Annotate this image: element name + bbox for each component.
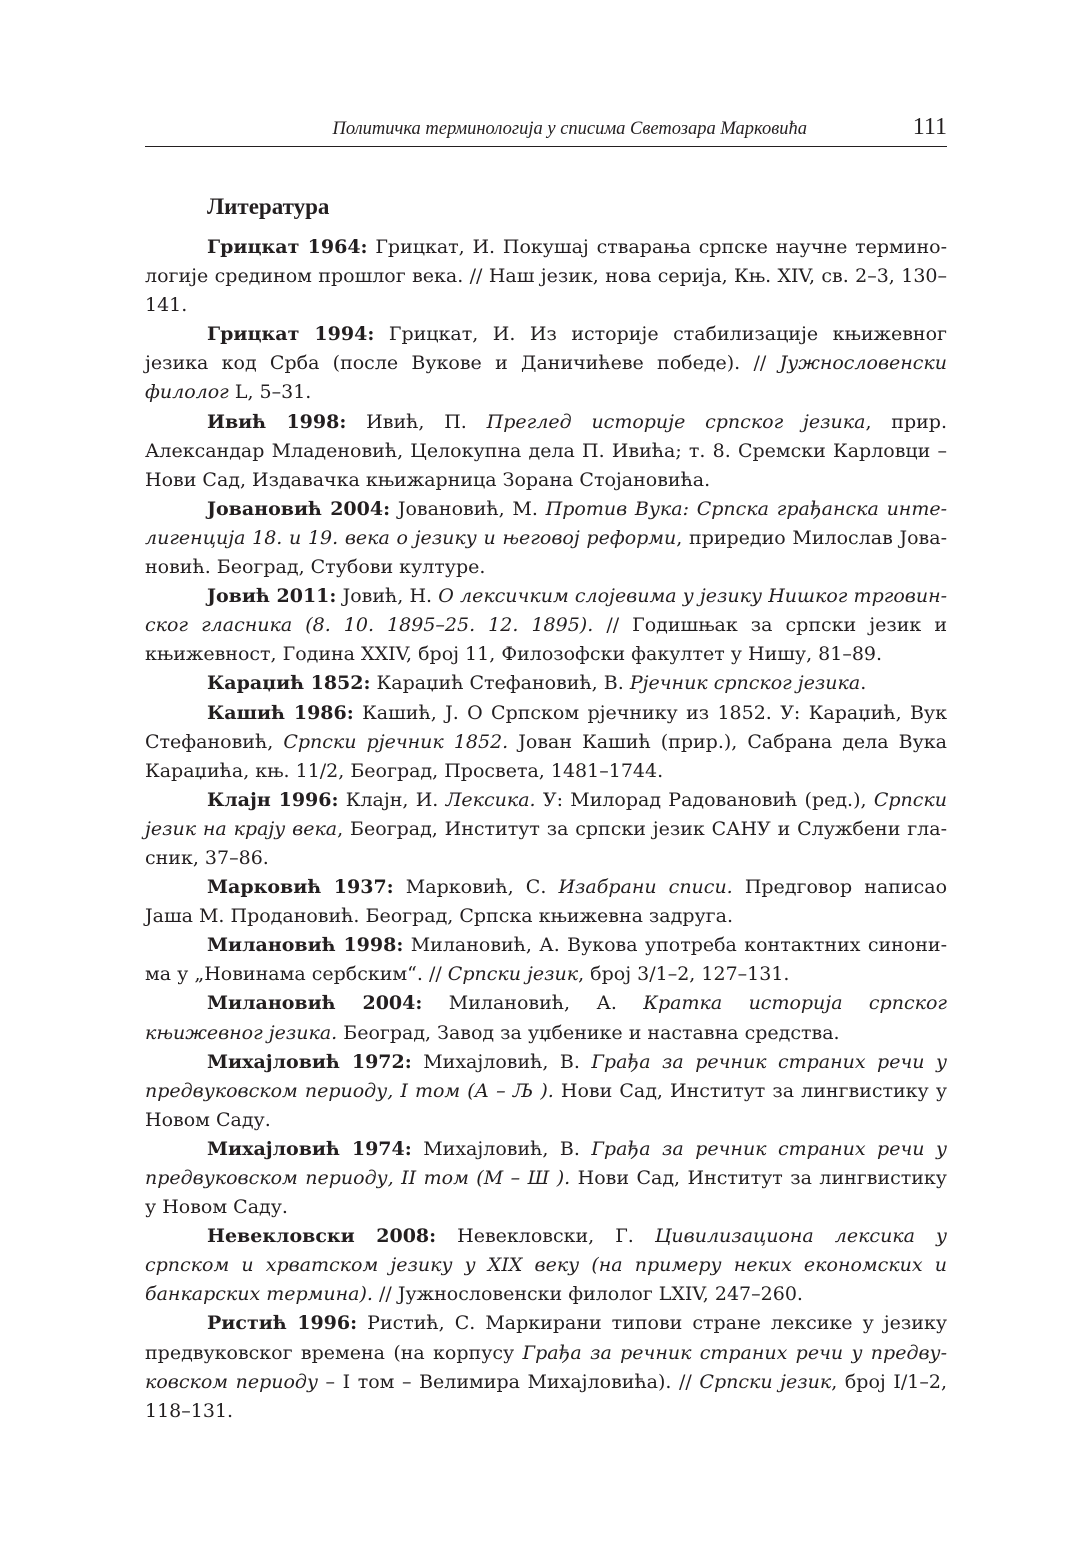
entry-text: Караџић Стефановић, В.	[370, 672, 630, 695]
entry-citation-key: Михајловић 1972:	[207, 1050, 412, 1073]
entry-citation-key: Караџић 1852:	[207, 672, 371, 695]
bibliography-entry-gricat-1994	[145, 320, 947, 407]
entry-text: Нови Сад, Институт за лингвистику у Новом Саду.	[145, 1167, 947, 1219]
running-header-title: Политичка терминологија у списима Светозара Марковића	[332, 119, 807, 139]
entry-text: Грицкат, И. Покушај стварања српске научне терминологије средином прошлог века. // Наш језик, нова серија, Књ. XIV, св. 2–3, 130–141.	[145, 236, 947, 317]
entry-text: Лексика.	[445, 788, 536, 811]
entry-text: , број 3/1–2, 127–131.	[578, 963, 790, 986]
entry-text: Српски језик	[447, 963, 579, 986]
entry-text: Милановић, А. Вукова употреба контактних синонима у „Новинама сербским“. //	[145, 934, 947, 986]
bibliography-entry-nevekloviski-2008	[145, 1222, 947, 1309]
entry-text: , прир. Александар Младеновић, Целокупна дела П. Ивића; т. 8. Сремски Карловци – Нови Сад, Издавачка књижарница Зорана Стојановића.	[145, 410, 947, 491]
entry-text: // Јужнословенски филолог LXIV, 247–260.	[372, 1283, 803, 1306]
entry-text: Српски рјечник 1852.	[283, 730, 509, 753]
bibliography-entry-mihajlovic-1974	[145, 1135, 947, 1222]
bibliography-entry-kasic-1986	[145, 699, 947, 786]
bibliography-entry-markovic-1937	[145, 873, 947, 931]
bibliography-entry-jovanovic-2004	[145, 495, 947, 582]
bibliography-entry-milanovic-2004	[145, 989, 947, 1047]
entry-text: Преглед историје српског језика	[486, 410, 866, 433]
bibliography-entry-klajn-1996	[145, 786, 947, 873]
entry-text: Грицкат, И. Из историје стабилизације књижевног језика код Срба (после Вукове и Даничићеве победе). //	[145, 323, 947, 375]
entry-text: Ристић, С. Маркирани типови стране лексике у језику предвуковског времена (на корпусу	[145, 1312, 948, 1364]
entry-text: Српски језик	[699, 1370, 832, 1393]
entry-text: Против Вука: Српска грађанска интелигенција 18. и 19. века о језику и његовој реформи	[145, 497, 948, 549]
entry-citation-key: Михајловић 1974:	[207, 1137, 412, 1160]
entry-text: Невекловски, Г.	[436, 1225, 655, 1248]
entry-citation-key: Ивић 1998:	[207, 410, 347, 433]
entry-citation-key: Јовић 2011:	[207, 585, 337, 608]
entry-text: Клајн, И.	[338, 788, 446, 811]
page-number: 111	[912, 114, 947, 140]
entry-text: .	[860, 672, 867, 695]
bibliography-entry-ristic-1996	[145, 1309, 947, 1425]
entry-text: Јован Кашић (прир.), Сабрана дела Вука Караџића, књ. 11/2, Београд, Просвета, 1481–1744.	[145, 730, 947, 782]
entry-text: О лексичким слојевима у језику Нишког трговинског гласника (8. 10. 1895–25. 12. 1895).	[145, 585, 948, 637]
entry-text: Кратка историја српског књижевног језика.	[145, 992, 947, 1044]
entry-text: Српски језик на крају века	[145, 788, 947, 840]
entry-text: Грађа за речник страних речи у предвуковском периоду	[145, 1341, 947, 1393]
entry-text: Јужнословенски филолог	[145, 352, 947, 404]
bibliography-list	[145, 233, 947, 1426]
entry-text: Јовановић, М.	[390, 497, 546, 520]
running-header	[145, 114, 947, 147]
bibliography-entry-milanovic-1998	[145, 931, 947, 989]
entry-text: , број I/1–2, 118–131.	[145, 1370, 947, 1422]
entry-text: Милановић, А.	[422, 992, 644, 1015]
section-heading: Литература	[207, 194, 330, 219]
entry-text: Јовић, Н.	[336, 585, 439, 608]
entry-citation-key: Ристић 1996:	[207, 1312, 358, 1335]
entry-text: Нови Сад, Институт за лингвистику у Новом Саду.	[145, 1079, 947, 1131]
entry-text: Грађа за речник страних речи у предвуковском периоду, II том (М – Ш ).	[145, 1137, 948, 1189]
entry-citation-key: Милановић 2004:	[207, 992, 423, 1015]
entry-text: У: Милорад Радовановић (ред.),	[535, 788, 874, 811]
entry-citation-key: Јовановић 2004:	[207, 497, 391, 520]
entry-text: Михајловић, В.	[411, 1050, 592, 1073]
entry-citation-key: Милановић 1998:	[207, 934, 404, 957]
bibliography-entry-ivic-1998	[145, 408, 947, 495]
entry-text: – I том – Велимира Михајловића). //	[317, 1370, 700, 1393]
entry-text: // Годишњак за српски језик и књижевност, Година XXIV, број 11, Филозофски факултет у Нишу, 81–89.	[145, 614, 947, 666]
entry-text: Београд, Завод за уџбенике и наставна средства.	[337, 1021, 840, 1044]
entry-text: , Београд, Институт за српски језик САНУ и Службени гласник, 37–86.	[145, 817, 947, 869]
entry-citation-key: Грицкат 1964:	[207, 236, 368, 258]
entry-text: Ивић, П.	[346, 410, 487, 433]
entry-citation-key: Невекловски 2008:	[207, 1225, 437, 1248]
entry-citation-key: Грицкат 1994:	[207, 323, 375, 346]
bibliography-entry-karadzic-1852	[145, 669, 947, 698]
entry-text: Цивилизациона лексика у српском и хрватском језику у XIX веку (на примеру неких економских и банкарских термина).	[145, 1225, 947, 1306]
entry-text: Грађа за речник страних речи у предвуковском периоду, I том (А – Љ ).	[145, 1050, 948, 1102]
entry-text: Кашић, Ј. О Српском рјечнику из 1852. У: Караџић, Вук Стефановић,	[145, 701, 947, 753]
entry-text: Марковић, С.	[393, 876, 559, 899]
bibliography-entry-jovic-2011	[145, 582, 947, 669]
entry-text: , приредио Милослав Јовановић. Београд, Стубови културе.	[145, 526, 947, 579]
entry-text: L, 5–31.	[228, 381, 312, 404]
bibliography-entry-mihajlovic-1972	[145, 1048, 947, 1135]
entry-text: Изабрани списи.	[558, 876, 733, 899]
entry-citation-key: Клајн 1996:	[207, 788, 339, 811]
entry-text: Михајловић, В.	[411, 1137, 592, 1160]
entry-citation-key: Марковић 1937:	[207, 876, 394, 899]
entry-text: Рјечник српског језика	[629, 672, 861, 695]
entry-text: Предговор написао Јаша М. Продановић. Београд, Српска књижевна задруга.	[145, 876, 948, 928]
bibliography-entry-gricat-1964	[145, 233, 947, 320]
entry-citation-key: Кашић 1986:	[207, 701, 354, 724]
